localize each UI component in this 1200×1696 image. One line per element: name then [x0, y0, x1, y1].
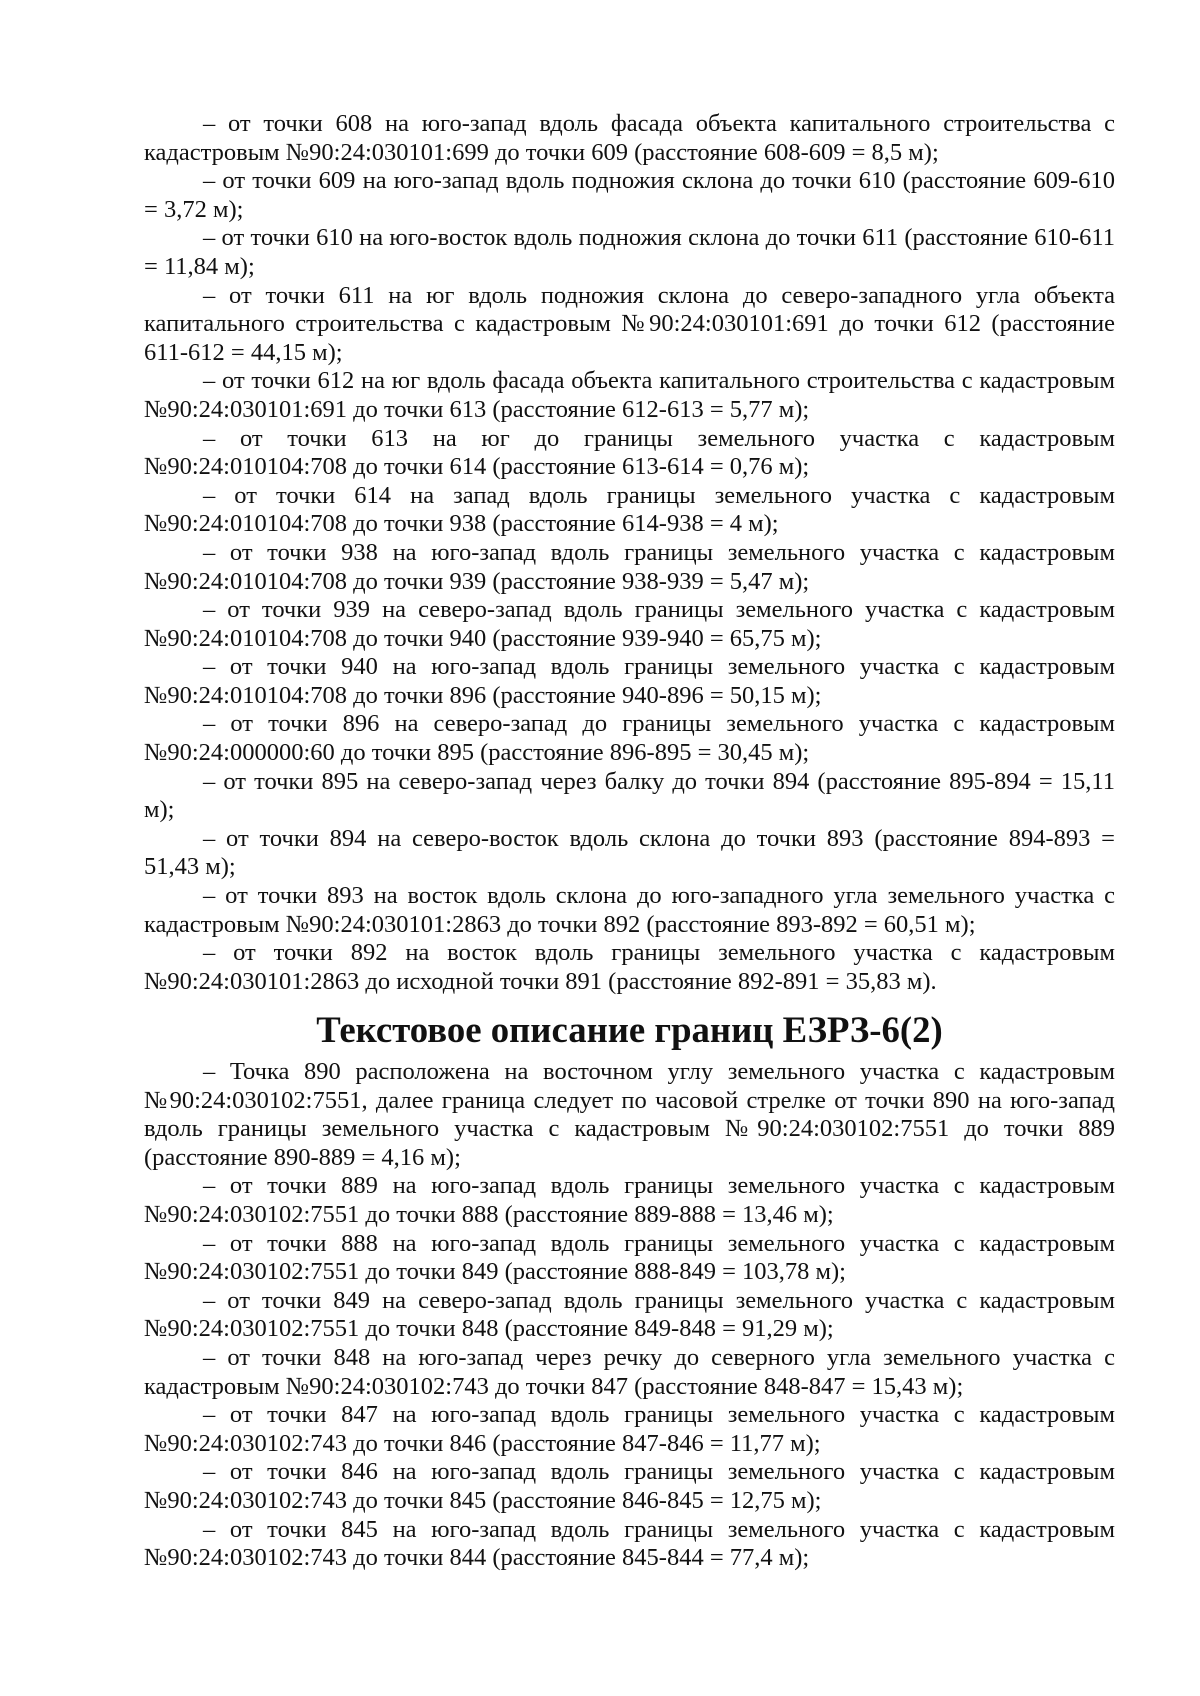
boundary-paragraph: – от точки 892 на восток вдоль границы земельного участка с кадастровым №90:24:030101:2863 до исходной точки 891 (расстояние 892-891 = 35,83 м).	[144, 939, 1115, 995]
boundary-section-previous	[144, 110, 1115, 996]
boundary-paragraph: – от точки 611 на юг вдоль подножия склона до северо-западного угла объекта капитального строительства с кадастровым №90:24:030101:691 до точки 612 (расстояние 611-612 = 44,15 м);	[144, 281, 1115, 366]
boundary-paragraph: – от точки 610 на юго-восток вдоль подножия склона до точки 611 (расстояние 610-611 = 11,84 м);	[144, 224, 1115, 280]
boundary-paragraph: – от точки 889 на юго-запад вдоль границы земельного участка с кадастровым №90:24:030102:7551 до точки 888 (расстояние 889-888 = 13,46 м);	[144, 1172, 1115, 1228]
boundary-paragraph: – от точки 939 на северо-запад вдоль границы земельного участка с кадастровым №90:24:010104:708 до точки 940 (расстояние 939-940 = 65,75 м);	[144, 596, 1115, 652]
document-body	[144, 110, 1115, 1573]
boundary-paragraph: – от точки 613 на юг до границы земельного участка с кадастровым №90:24:010104:708 до точки 614 (расстояние 613-614 = 0,76 м);	[144, 424, 1115, 481]
boundary-paragraph: – от точки 893 на восток вдоль склона до юго-западного угла земельного участка с кадастровым №90:24:030101:2863 до точки 892 (расстояние 893-892 = 60,51 м);	[144, 882, 1115, 938]
boundary-paragraph: – от точки 895 на северо-запад через балку до точки 894 (расстояние 895-894 = 15,11 м);	[144, 767, 1115, 824]
boundary-paragraph: – от точки 848 на юго-запад через речку до северного угла земельного участка с кадастровым №90:24:030102:743 до точки 847 (расстояние 848-847 = 15,43 м);	[144, 1343, 1115, 1400]
boundary-paragraph: – от точки 612 на юг вдоль фасада объекта капитального строительства с кадастровым №90:24:030101:691 до точки 613 (расстояние 612-613 = 5,77 м);	[144, 367, 1115, 423]
boundary-section-ezrz-6-2	[144, 1058, 1115, 1573]
section-heading: Текстовое описание границ ЕЗРЗ-6(2)	[316, 1009, 943, 1051]
boundary-paragraph: – от точки 846 на юго-запад вдоль границы земельного участка с кадастровым №90:24:030102:743 до точки 845 (расстояние 846-845 = 12,75 м);	[144, 1458, 1115, 1514]
boundary-paragraph: – от точки 845 на юго-запад вдоль границы земельного участка с кадастровым №90:24:030102:743 до точки 844 (расстояние 845-844 = 77,4 м);	[144, 1515, 1115, 1572]
boundary-paragraph: – от точки 609 на юго-запад вдоль подножия склона до точки 610 (расстояние 609-610 = 3,72 м);	[144, 167, 1115, 223]
boundary-paragraph: – от точки 940 на юго-запад вдоль границы земельного участка с кадастровым №90:24:010104:708 до точки 896 (расстояние 940-896 = 50,15 м);	[144, 653, 1115, 709]
boundary-paragraph: – от точки 847 на юго-запад вдоль границы земельного участка с кадастровым №90:24:030102:743 до точки 846 (расстояние 847-846 = 11,77 м);	[144, 1401, 1115, 1457]
boundary-paragraph: – от точки 896 на северо-запад до границы земельного участка с кадастровым №90:24:000000:60 до точки 895 (расстояние 896-895 = 30,45 м);	[144, 710, 1115, 767]
boundary-paragraph: – Точка 890 расположена на восточном углу земельного участка с кадастровым №90:24:030102:7551, далее граница следует по часовой стрелке от точки 890 на юго-запад вдоль границы земельного участка с кадастровым №90:24:030102:7551 до точки 889 (расстояние 890-889 = 4,16 м);	[144, 1058, 1115, 1171]
boundary-paragraph: – от точки 888 на юго-запад вдоль границы земельного участка с кадастровым №90:24:030102:7551 до точки 849 (расстояние 888-849 = 103,78 м);	[144, 1229, 1115, 1286]
boundary-paragraph: – от точки 894 на северо-восток вдоль склона до точки 893 (расстояние 894-893 = 51,43 м);	[144, 824, 1115, 881]
boundary-paragraph: – от точки 608 на юго-запад вдоль фасада объекта капитального строительства с кадастровым №90:24:030101:699 до точки 609 (расстояние 608-609 = 8,5 м);	[144, 110, 1115, 166]
boundary-paragraph: – от точки 614 на запад вдоль границы земельного участка с кадастровым №90:24:010104:708 до точки 938 (расстояние 614-938 = 4 м);	[144, 481, 1115, 538]
boundary-paragraph: – от точки 938 на юго-запад вдоль границы земельного участка с кадастровым №90:24:010104:708 до точки 939 (расстояние 938-939 = 5,47 м);	[144, 538, 1115, 595]
boundary-paragraph: – от точки 849 на северо-запад вдоль границы земельного участка с кадастровым №90:24:030102:7551 до точки 848 (расстояние 849-848 = 91,29 м);	[144, 1286, 1115, 1343]
